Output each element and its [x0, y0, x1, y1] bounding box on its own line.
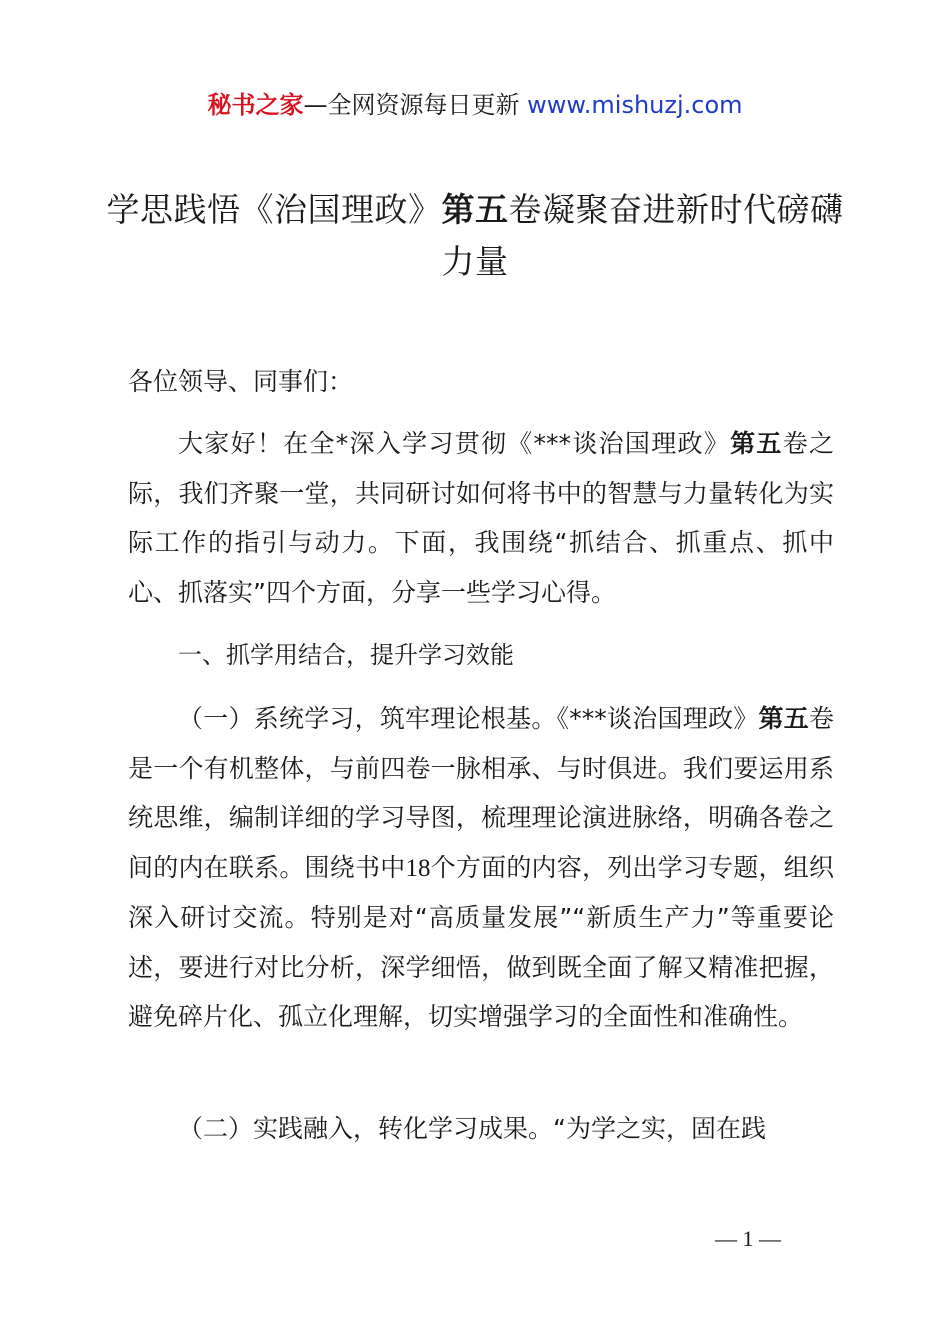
site-brand: 秘书之家: [207, 91, 304, 119]
section-1-part-3: 个方面的内容，列出学习专题，组织深入研讨交流。特别是对“高质量发展”“新质生产力”等重要论述，要进行对比分析，深学细悟，做到既全面了解又精准把握，避免碎片化、孤立化理解，切实增强学习的全面性和准确性。: [128, 852, 834, 1031]
title-part-1: 学思践悟《治国理政》: [106, 190, 442, 229]
section-2-paragraph: （二）实践融入，转化学习成果。“为学之实，固在践: [178, 1114, 766, 1143]
intro-bold-volume: 第五: [730, 429, 783, 458]
section-1-number: 18: [405, 854, 431, 882]
section-1-paragraph: [128, 694, 834, 1042]
site-url-link[interactable]: www.mishuzj.com: [527, 91, 743, 119]
title-part-2: 卷凝聚奋进新时代磅礴力量: [441, 190, 844, 281]
intro-part-1: 大家好！在全*深入学习贯彻《***谈治国理政》: [178, 429, 731, 458]
site-tagline: —全网资源每日更新: [303, 91, 520, 119]
section-1-part-2: 卷是一个有机整体，与前四卷一脉相承、与时俱进。我们要运用系统思维，编制详细的学习导图，梳理理论演进脉络，明确各卷之间的内在联系。围绕书中: [128, 704, 834, 882]
document-title: [100, 184, 850, 288]
title-bold-volume: 第五: [441, 190, 509, 229]
section-1-part-1: （一）系统学习，筑牢理论根基。《***谈治国理政》: [178, 704, 759, 733]
site-header: [0, 88, 950, 122]
salutation: 各位领导、同事们：: [128, 367, 354, 396]
intro-paragraph: [128, 419, 834, 617]
page-number: — 1 —: [715, 1226, 781, 1251]
section-1-bold-volume: 第五: [758, 704, 809, 733]
intro-part-2: 卷之际，我们齐聚一堂，共同研讨如何将书中的智慧与力量转化为实际工作的指引与动力。下面，我围绕“抓结合、抓重点、抓中心、抓落实”四个方面，分享一些学习心得。: [128, 429, 834, 607]
section-heading-1: 一、抓学用结合，提升学习效能: [178, 641, 514, 669]
